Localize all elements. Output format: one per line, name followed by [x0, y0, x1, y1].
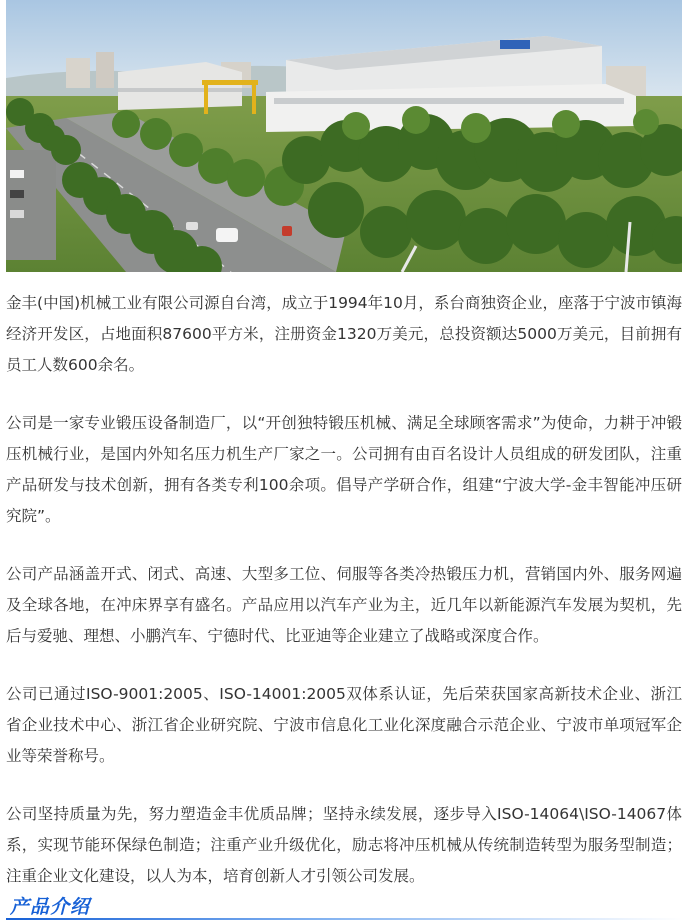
mission-paragraph: 公司是一家专业锻压设备制造厂，以“开创独特锻压机械、满足全球顾客需求”为使命，力耕于冲锻压机械行业，是国内外知名压力机生产厂家之一。公司拥有由百名设计人员组成的研发团队，注重产品研发与技术创新，拥有各类专利100余项。倡导产学研合作，组建“宁波大学-金丰智能冲压研究院”。 — [6, 414, 682, 525]
certification-paragraph: 公司已通过ISO-9001:2005、ISO-14001:2005双体系认证，先后荣获国家高新技术企业、浙江省企业技术中心、浙江省企业研究院、宁波市信息化工业化深度融合示范企业、宁波市单项冠军企业等荣誉称号。 — [6, 685, 682, 765]
section-title-label: 产品介绍 — [10, 896, 91, 918]
factory-aerial-photo — [6, 0, 682, 272]
products-paragraph: 公司产品涵盖开式、闭式、高速、大型多工位、伺服等各类冷热锻压力机，营销国内外、服务网遍及全球各地，在冲床界享有盛名。产品应用以汽车产业为主，近几年以新能源汽车发展为契机，先后与爱驰、理想、小鹏汽车、宁德时代、比亚迪等企业建立了战略或深度合作。 — [6, 565, 682, 645]
section-title-underline — [6, 918, 682, 920]
product-intro-heading — [6, 889, 682, 924]
strategy-paragraph: 公司坚持质量为先，努力塑造金丰优质品牌；坚持永续发展，逐步导入ISO-14064\ISO-14067体系，实现节能环保绿色制造；注重产业升级优化，励志将冲压机械从传统制造转型为服务型制造；注重企业文化建设，以人为本，培育创新人才引领公司发展。 — [6, 805, 682, 885]
intro-paragraph: 金丰(中国)机械工业有限公司源自台湾，成立于1994年10月，系台商独资企业，座落于宁波市镇海经济开发区，占地面积87600平方米，注册资金1320万美元，总投资额达5000万美元，目前拥有员工人数600余名。 — [6, 294, 682, 374]
article-body — [6, 288, 682, 919]
